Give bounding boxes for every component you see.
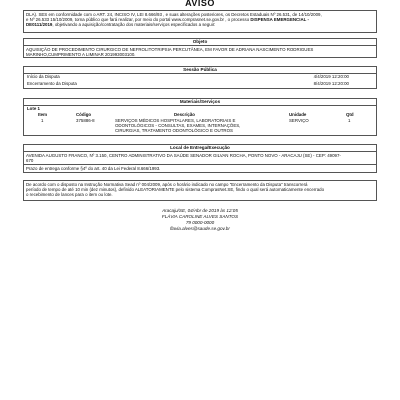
process-type: DISPENSA EMERGENCIAL - bbox=[250, 17, 309, 23]
intro-line-3 bbox=[26, 22, 374, 27]
row-descricao-line-1: SERVIÇOS MÉDICOS HOSPITALARES, LABORATORIAIS E bbox=[115, 118, 236, 123]
col-unidade: Unidade bbox=[289, 112, 307, 117]
col-codigo: Código bbox=[76, 112, 92, 117]
nota-line-3: o recebimento de lances para o item ou lote. bbox=[26, 192, 113, 198]
nota-box bbox=[23, 180, 377, 201]
col-qtd: Qtd bbox=[346, 112, 354, 117]
sessao-row-encerramento bbox=[24, 81, 376, 88]
objeto-line-1: AQUISIÇÃO DE PROCEDIMENTO CIRURGICO DE NEFROLITOTRIPSIA PERCUTÂNEA, EM FAVOR DE ADRIANA NASCIMENTO RODRIGUES bbox=[26, 47, 314, 52]
encerramento-label: Encerramento da Disputa bbox=[27, 80, 77, 86]
row-unidade: SERVIÇO bbox=[289, 118, 309, 123]
signature-email: flavia.alves@saude.se.gov.br bbox=[170, 226, 230, 231]
local-heading: Local de Entrega/Execução bbox=[24, 145, 376, 152]
objeto-heading: Objeto bbox=[24, 39, 376, 46]
process-number: DE0111/2019 bbox=[26, 22, 53, 28]
col-descricao: Descrição bbox=[174, 112, 195, 117]
local-line-1: AVENIDA AUGUSTO FRANCO, Nº 3.150, CENTRO ADMINISTRATIVO DA SAÚDE SENADOR GILVAN ROCHA, PONTO NOVO - ARACAJU (SE) - CEP: 49097- bbox=[26, 153, 341, 158]
intro-box bbox=[23, 10, 377, 33]
signature-place-date: Aracaju/SE, 04/Abr de 2019 às 12:05 bbox=[162, 208, 238, 213]
local-box bbox=[23, 144, 377, 173]
nota-text bbox=[24, 181, 376, 199]
intro-line-1: DLA). SES em conformidade com o ART. 24, INCISO IV, LEI 8.666/93 , e suas alterações posteriores, os Decretos Estaduais Nº 26.531, de 14/10/2009, bbox=[26, 12, 322, 17]
signature-phone: 79 0000-0000 bbox=[185, 220, 215, 225]
materiais-heading: Materiais/Serviços bbox=[24, 99, 376, 106]
inicio-value: 4/4/2019 12:20:00 bbox=[313, 74, 349, 79]
local-line-2: 670 bbox=[26, 158, 34, 164]
local-prazo: Prazo de entrega conforme §4º do art. 40 da Lei Federal 8.666/1993. bbox=[26, 166, 161, 172]
local-address bbox=[24, 152, 376, 165]
sessao-heading: Sessão Pública bbox=[24, 67, 376, 74]
objeto-line-2: MARINHO,CUMPRIMENTO A LIMINAR 201993003100. bbox=[26, 52, 136, 58]
nota-line-1: De acordo com o disposto na Instrução Normativa Sead nº 004/2009, após o horário indicado no campo "Encerramento da Disputa" transcorrerá bbox=[26, 182, 308, 187]
inicio-label: Início da Disputa bbox=[27, 74, 60, 79]
row-descricao-line-3: CIRURGIAS, TRATAMENTO ODONTOLÓGICO E OUTROS bbox=[115, 128, 233, 134]
materiais-box bbox=[23, 98, 377, 136]
col-item: Item bbox=[38, 112, 48, 117]
encerramento-value: 8/4/2019 12:20:00 bbox=[313, 80, 349, 86]
intro-line-3-text: , objetivando a aquisição/contratação dos materiais/serviços especificados a seguir: bbox=[52, 22, 216, 28]
row-descricao bbox=[115, 118, 240, 134]
row-codigo: 375886-8 bbox=[76, 118, 95, 123]
intro-line-2-text: e Nº 26.533 15/10/2009, torna público que fará realizar, por meio do portal www.comprasnet.se.gov.br , o processo bbox=[26, 17, 251, 23]
row-qtd: 1 bbox=[348, 118, 351, 123]
objeto-box bbox=[23, 38, 377, 58]
document-title: AVISO bbox=[185, 0, 215, 8]
nota-line-2: período de tempo de até 10 min (dez minutos), definido ALEATORIAMENTE pelo sistema ComprasNet.SE, findo o qual será automaticamente encerrado bbox=[26, 187, 325, 193]
signature-name: FLÁVIA CAROLINE ALVES SANTOS bbox=[161, 214, 239, 219]
intro-text bbox=[24, 11, 376, 29]
row-item: 1 bbox=[41, 118, 44, 123]
objeto-text bbox=[24, 46, 376, 58]
sessao-box bbox=[23, 66, 377, 89]
row-descricao-line-2: ODONTOLÓGICOS - CONSULTAS, EXAMES, INTERNAÇÕES, bbox=[115, 123, 241, 129]
lote-label: Lote 1 bbox=[27, 106, 40, 111]
